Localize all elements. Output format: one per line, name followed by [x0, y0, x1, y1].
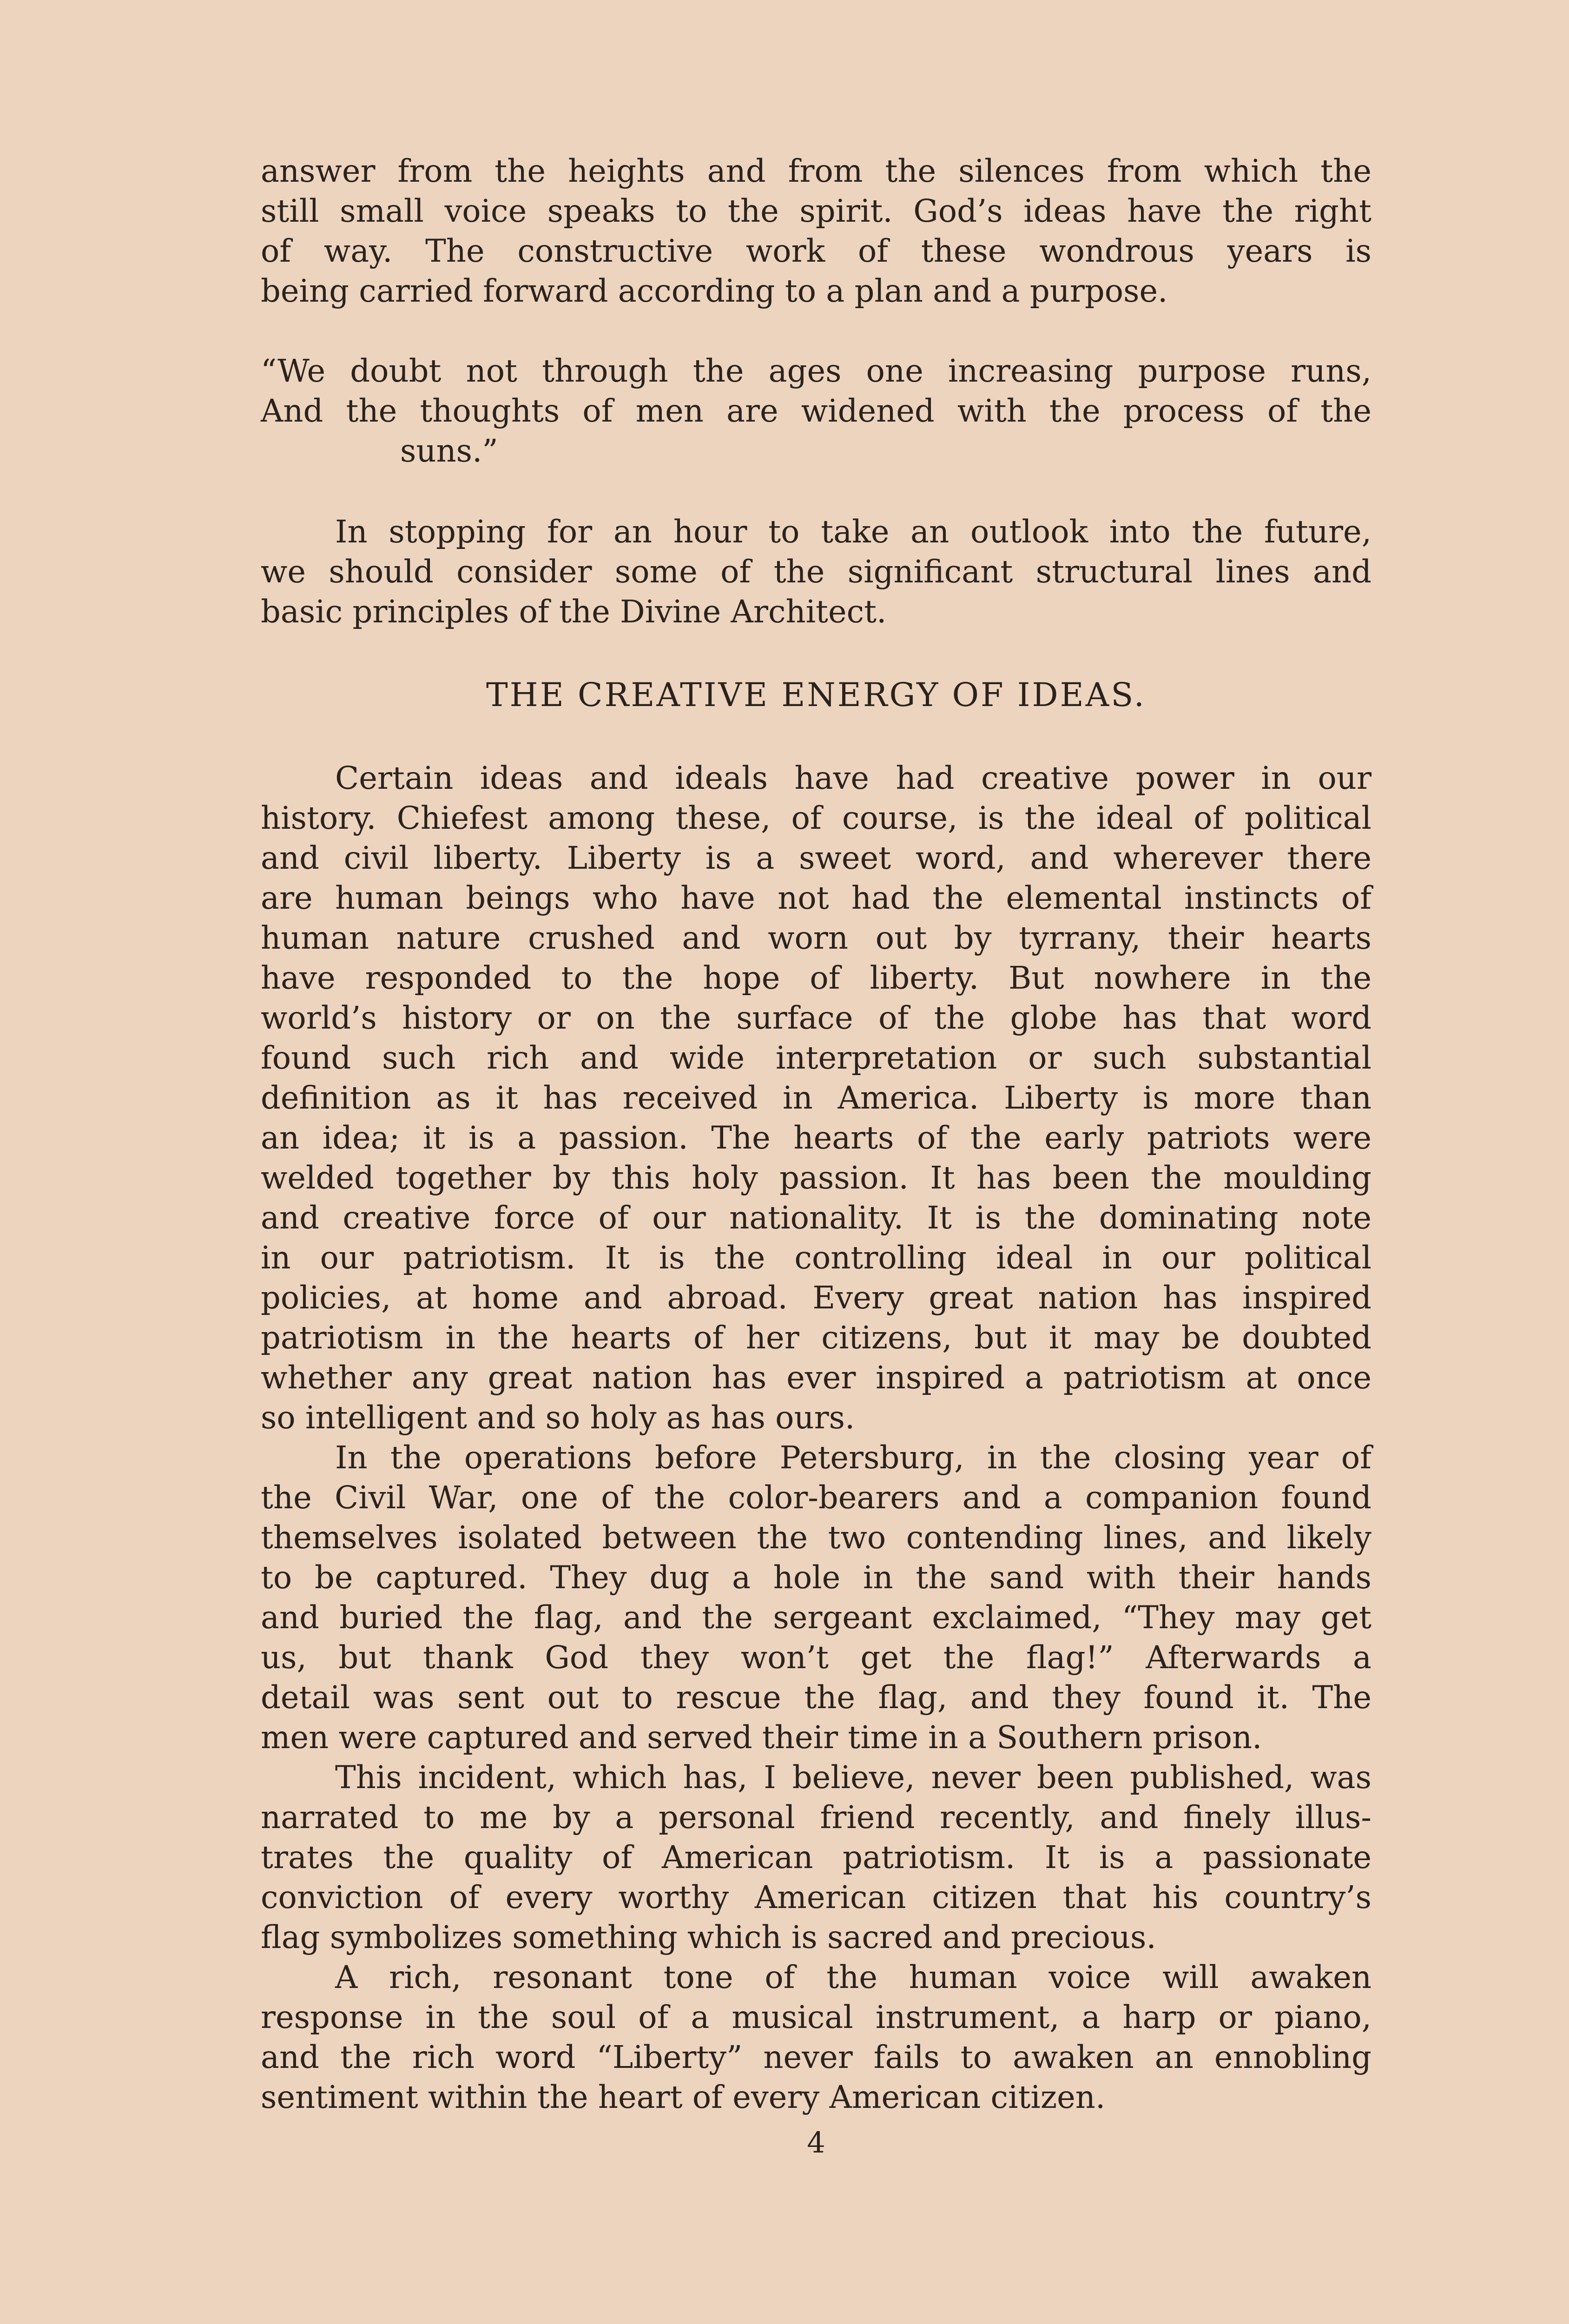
paragraph-outlook — [261, 512, 1371, 632]
text-line: of way. The constructive work of these wondrous years is — [261, 233, 1371, 269]
poem-quote — [261, 351, 1371, 471]
text-line: basic principles of the Divine Architect. — [261, 594, 887, 630]
text-line: narrated to me by a personal friend recently, and finely illus- — [261, 1799, 1371, 1835]
text-line: human nature crushed and worn out by tyrrany, their hearts — [261, 920, 1371, 956]
text-line: to be captured. They dug a hole in the sand with their hands — [261, 1559, 1371, 1596]
text-line: “We doubt not through the ages one increasing purpose runs, — [261, 353, 1371, 389]
section-body — [261, 758, 1371, 2117]
text-line: have responded to the hope of liberty. But nowhere in the — [261, 960, 1371, 996]
text-line: A rich, resonant tone of the human voice will awaken — [335, 1959, 1371, 1995]
text-line: patriotism in the hearts of her citizens, but it may be doubted — [261, 1320, 1371, 1356]
section-heading: THE CREATIVE ENERGY OF IDEAS. — [486, 676, 1147, 714]
text-line: and the rich word “Liberty” never fails to awaken an ennobling — [261, 2039, 1371, 2075]
text-line: us, but thank God they won’t get the flag!” Afterwards a — [261, 1639, 1371, 1676]
text-line: welded together by this holy passion. It has been the moulding — [261, 1160, 1371, 1196]
text-line: in our patriotism. It is the controlling ideal in our political — [261, 1240, 1371, 1276]
text-line: flag symbolizes something which is sacred and precious. — [261, 1919, 1156, 1955]
text-line: men were captured and served their time in a Southern prison. — [261, 1719, 1262, 1756]
text-line: history. Chiefest among these, of course, is the ideal of political — [261, 800, 1371, 836]
text-line: and creative force of our nationality. It is the dominating note — [261, 1200, 1371, 1236]
text-line: And the thoughts of men are widened with the process of the — [261, 393, 1371, 429]
text-line: detail was sent out to rescue the flag, and they found it. The — [261, 1679, 1371, 1716]
text-line: found such rich and wide interpretation or such substantial — [261, 1040, 1371, 1076]
page-number: 4 — [807, 2126, 825, 2159]
text-line: This incident, which has, I believe, never been published, was — [335, 1759, 1371, 1796]
text-line: and civil liberty. Liberty is a sweet word, and wherever there — [261, 840, 1371, 876]
text-line: response in the soul of a musical instrument, a harp or piano, — [261, 1999, 1371, 2035]
text-line: the Civil War, one of the color-bearers and a companion found — [261, 1479, 1371, 1516]
text-line: conviction of every worthy American citizen that his country’s — [261, 1879, 1371, 1915]
text-line: we should consider some of the significant structural lines and — [261, 554, 1371, 590]
text-line: trates the quality of American patriotism. It is a passionate — [261, 1839, 1371, 1875]
text-line: definition as it has received in America. Liberty is more than — [261, 1080, 1371, 1116]
text-line: so intelligent and so holy as has ours. — [261, 1400, 855, 1436]
text-line: an idea; it is a passion. The hearts of the early patriots were — [261, 1120, 1371, 1156]
text-line: In stopping for an hour to take an outlook into the future, — [335, 514, 1371, 550]
text-line: being carried forward according to a plan and a purpose. — [261, 273, 1168, 309]
text-line: sentiment within the heart of every American citizen. — [261, 2079, 1106, 2115]
paragraph-intro — [261, 151, 1371, 311]
text-line: suns.” — [400, 433, 498, 469]
text-line: policies, at home and abroad. Every great nation has inspired — [261, 1280, 1371, 1316]
text-line: answer from the heights and from the silences from which the — [261, 153, 1371, 189]
text-line: Certain ideas and ideals have had creative power in our — [335, 760, 1371, 796]
text-line: still small voice speaks to the spirit. God’s ideas have the right — [261, 193, 1371, 229]
text-line: themselves isolated between the two contending lines, and likely — [261, 1519, 1371, 1556]
text-line: are human beings who have not had the elemental instincts of — [261, 880, 1371, 916]
text-line: whether any great nation has ever inspired a patriotism at once — [261, 1360, 1371, 1396]
text-line: In the operations before Petersburg, in the closing year of — [335, 1439, 1371, 1476]
text-line: world’s history or on the surface of the globe has that word — [261, 1000, 1371, 1036]
text-line: and buried the flag, and the sergeant exclaimed, “They may get — [261, 1599, 1371, 1636]
